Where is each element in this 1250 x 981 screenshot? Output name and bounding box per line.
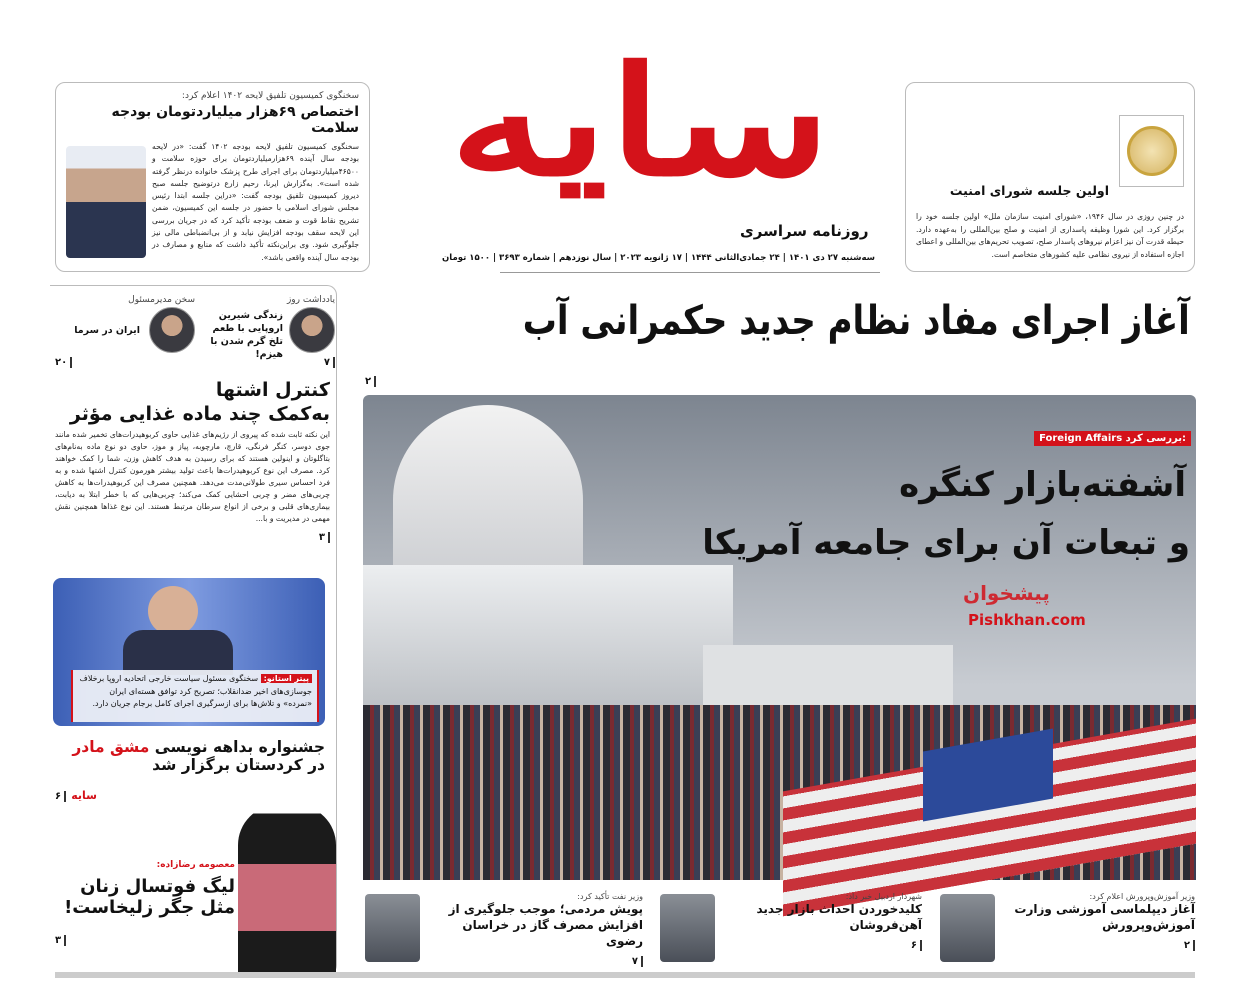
oil-minister-photo — [365, 894, 420, 962]
page-ref: ۷ — [632, 956, 643, 967]
article-body: در چنین روزی در سال ۱۹۴۶، «شورای امنیت سازمان ملل» اولین جلسه خود را برگزار کرد. این شورا وظیفه پاسداری از امنیت و صلح بین‌المللی را به‌عهده دارد. حیطه قدرت آن نیز اعزام نیروهای پاسدار صلح، تصویب تحریم‌های بین‌المللی و اعطای اجازه استفاده از نیروی نظامی علیه کشورهای متخاصم است. — [916, 212, 1184, 259]
article-body: این نکته ثابت شده که پیروی از رژیم‌های غذایی حاوی کربوهیدرات‌های تخمیر شده مانند جوی دوسر، کنگر فرنگی، قارچ، مارچوبه، پیاز و موز، حاوی دو نوع ماده به‌نام‌های بتاگلوتان و اینولین هستند که برای رسیدن به هدف کاهش وزن، شما را کمک خواهند کرد. مصرف این نوع کربوهیدرات‌ها باعث تولید بیشتر هورمون کنترل اشتها شده و به فرد احساس سیری طولانی‌مدت می‌دهد. همچنین مصرف این کربوهیدرات‌ها به کاهش چربی‌های مضر و چربی احشایی کمک می‌کند؛ چربی‌هایی که با خطر ابتلا به دیابت، بیماری‌های قلبی و برخی از انواع سرطان مرتبط هستند. این نوع غذاها همچنین نقش مهمی در مدیریت و با... — [55, 430, 330, 523]
page-ref: ۲۰ — [55, 357, 72, 368]
bottom-news-1[interactable] — [940, 892, 1195, 968]
author-photo — [289, 307, 335, 353]
mayor-photo — [660, 894, 715, 962]
suit — [123, 630, 233, 675]
divider — [500, 272, 880, 273]
page-ref: ۲ — [365, 376, 376, 387]
article-body: سخنگوی کمیسیون تلفیق لایحه بودجه ۱۴۰۲ گفت: «در لایحه بودجه سال آینده ۶۹هزارمیلیاردتومان برای حوزه سلامت و ۴۶۵۰۰میلیاردتومان برای اجرای طرح پزشک خانواده درنظر گرفته شده است». به‌گزارش ایرنا، رحیم زارع درتوضیح جلسه صبح دیروز کمیسیون تلفیق بودجه گفت: «دراین جلسه ابتدا رئیس مجلس شورای اسلامی با حضور در جلسه این کمیسیون، ضمن تشریح نقاط قوت و ضعف بودجه تأکید کرد که در جریان بررسی این لایحه سقف بودجه افزایش نیابد و از بی‌انضباطی مالی نیز جلوگیری شود. وی براین‌نکته تأکید داشت که منابع و مصارف در بودجه سال آینده واقعی باشد». — [152, 142, 360, 262]
headline: آغاز دیپلماسی آموزشی وزارت آموزش‌وپرورش — [1014, 902, 1195, 932]
speaker-name: پیتر استانو: — [261, 674, 312, 683]
section-label: یادداشت روز — [286, 295, 335, 305]
headline: اولین جلسه شورای امنیت — [949, 183, 1109, 198]
rezazadeh-photo — [238, 805, 336, 973]
editorial[interactable] — [55, 295, 195, 375]
festival-article[interactable] — [55, 738, 325, 803]
page-ref: ۷ — [324, 357, 335, 368]
capitol-building — [363, 565, 733, 725]
photo-kicker: Foreign Affairs بررسی کرد: — [1034, 431, 1191, 446]
kicker: وزیر آموزش‌وپرورش اعلام کرد: — [1089, 892, 1195, 901]
headline-part: جشنواره بداهه نویسی — [149, 738, 325, 756]
headline-highlight: مشق مادر — [72, 738, 150, 756]
headline: کلیدخوردن احداث بازار جدید آهن‌فروشان — [756, 902, 922, 932]
bottom-bar — [55, 972, 1195, 978]
capitol-riot-photo[interactable] — [363, 395, 1196, 880]
page-ref: ۶ — [55, 791, 66, 802]
page-ref: ۲ — [1184, 940, 1195, 951]
face — [148, 586, 198, 636]
logo-text: سایه — [449, 34, 831, 210]
headline — [55, 738, 325, 756]
spokesman-photo — [66, 146, 146, 258]
section-label: سخن مدیرمسئول — [128, 295, 195, 305]
watermark: Pishkhan.com — [968, 611, 1086, 629]
page-ref: ۶ — [911, 940, 922, 951]
kicker: معصومه رضازاده: — [156, 860, 235, 870]
futsal-article[interactable] — [55, 860, 235, 947]
photo-title-1[interactable]: آشفته‌بازار کنگره — [899, 465, 1186, 505]
headline: اختصاص ۶۹هزار میلیاردتومان بودجه سلامت — [111, 104, 359, 136]
masthead-subtitle: روزنامه سراسری — [740, 222, 869, 240]
headline: لیگ فوتسال زنان — [80, 876, 235, 897]
headline: در کردستان برگزار شد — [152, 756, 325, 774]
page-ref: ۳ — [55, 935, 66, 946]
headline: کنترل اشتها — [215, 379, 330, 401]
author-photo — [149, 307, 195, 353]
headline: مثل جگر زلیخاست! — [64, 897, 235, 918]
photo-title-2[interactable]: و تبعات آن برای جامعه آمریکا — [702, 523, 1190, 563]
un-emblem-icon — [1119, 115, 1184, 187]
kicker: وزیر نفت تأکید کرد: — [577, 892, 643, 901]
headline: ایران در سرما — [74, 325, 140, 336]
stano-photo[interactable] — [53, 578, 325, 726]
bottom-news-3[interactable] — [365, 892, 643, 968]
headline: پویش مردمی؛ موجب جلوگیری از افزایش مصرف گاز در خراسان رضوی — [448, 902, 643, 948]
quote: سخنگوی مسئول سیاست خارجی اتحادیه اروپا برخلاف جوسازی‌های اخیر ضدانقلاب؛ تصریح کرد توافق هسته‌ای ایران «نمرده» و تلاش‌ها برای ازسرگیری اجرای کامل برجام جریان دارد. — [79, 674, 312, 708]
page-ref: ۳ — [319, 532, 330, 543]
watermark-fa: پیشخوان — [963, 581, 1050, 605]
top-right-news[interactable] — [905, 82, 1195, 272]
kicker: سخنگوی کمیسیون تلفیق لایحه ۱۴۰۲ اعلام کرد: — [181, 91, 359, 101]
headline: زندگی شیرین اروپایی با طعم تلخ گرم شدن با هیزم! — [210, 310, 283, 360]
main-headline[interactable]: آغاز اجرای مفاد نظام جدید حکمرانی آب — [522, 298, 1190, 344]
appetite-article[interactable] — [55, 378, 330, 544]
minister-photo — [940, 894, 995, 962]
dateline: سه‌شنبه ۲۷ دی ۱۴۰۱ | ۲۴ جمادی‌الثانی ۱۴۴۴ | ۱۷ ژانویه ۲۰۲۳ | سال نوزدهم | شماره ۳۶۹۳ | ۱۵۰۰ تومان — [442, 253, 875, 263]
bottom-news-2[interactable] — [660, 892, 922, 968]
main-headline-wrap — [365, 298, 1190, 368]
masthead-logo — [410, 35, 870, 210]
kicker: شهردار اردبیل خبر داد: — [845, 892, 922, 901]
headline: به‌کمک چند ماده غذایی مؤثر — [69, 403, 330, 425]
note-of-day[interactable] — [195, 295, 335, 375]
top-left-news[interactable] — [55, 82, 370, 272]
saye-mini-logo: سایه — [71, 789, 97, 802]
